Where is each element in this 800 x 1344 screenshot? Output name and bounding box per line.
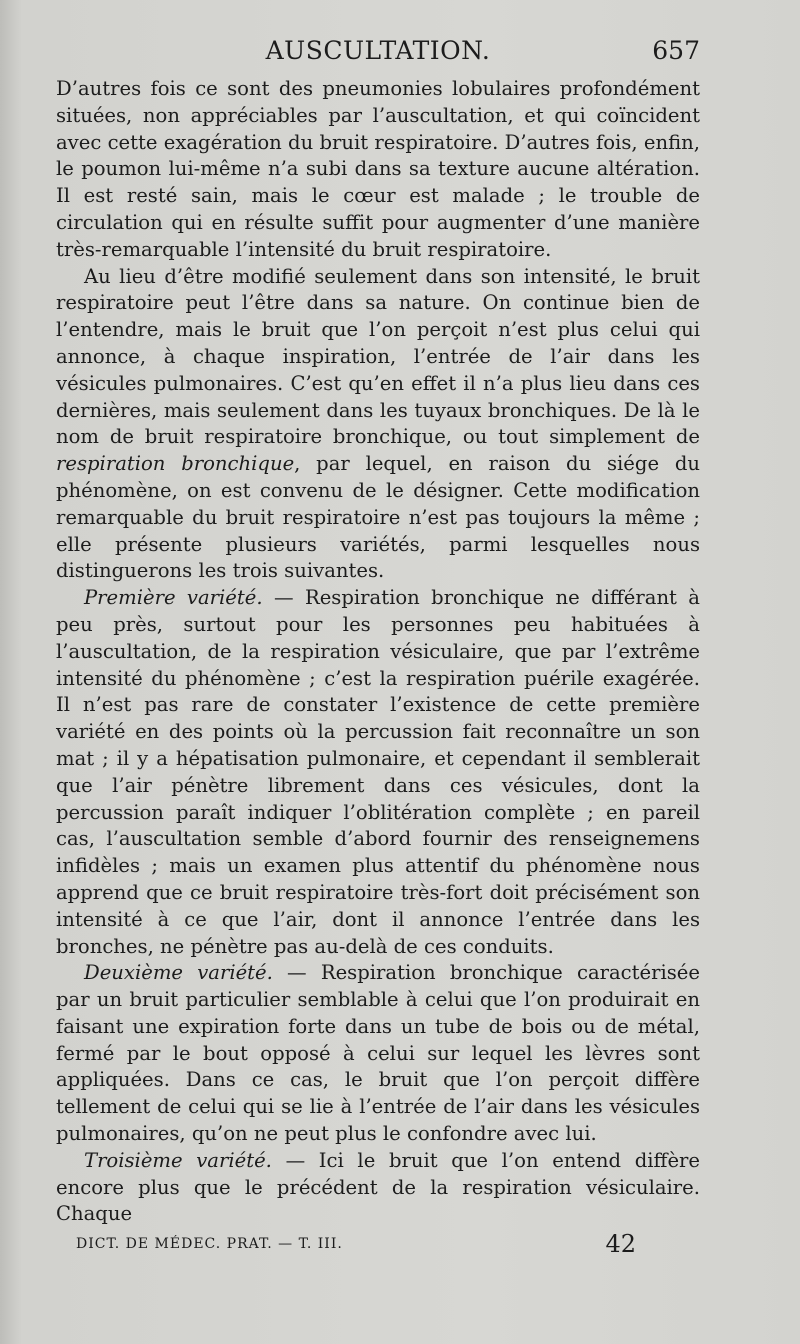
heading-deuxieme-variete: Deuxième variété.	[84, 961, 273, 985]
heading-premiere-variete: Première variété.	[84, 586, 263, 610]
page-header	[56, 30, 700, 70]
paragraph-4	[56, 960, 700, 1148]
paragraph-3-text: — Respiration bronchique ne différant à peu près, surtout pour les personnes peu habituées à l’auscultation, de la respiration vésiculaire, que par l’extrême intensité du phénomène ; c’est la respiration puérile exagérée. Il n’est pas rare de constater l’existence de cette première variété en des points où la percussion fait reconnaître un son mat ; il y a hépatisation pulmonaire, et cependant il semblerait que l’air pénètre librement dans ces vésicules, dont la percussion paraît indiquer l’oblitération complète ; en pareil cas, l’auscultation semble d’abord fournir des renseignemens infidèles ; mais un examen plus attentif du phénomène nous apprend que ce bruit respiratoire très-fort doit précisément son intensité à ce que l’air, dont il annonce l’entrée dans les bronches, ne pénètre pas au-delà de ces conduits.	[56, 586, 700, 958]
page-number: 657	[652, 36, 700, 65]
paragraph-1-text: D’autres fois ce sont des pneumonies lobulaires profondément situées, non appréciables par l’auscultation, et qui coïncident avec cette exagération du bruit respiratoire. D’autres fois, enfin, le poumon lui-même n’a subi dans sa texture aucune altération. Il est resté sain, mais le cœur est malade ; le trouble de circulation qui en résulte suffit pour augmenter d’une manière très-remarquable l’intensité du bruit respiratoire.	[56, 77, 700, 261]
paragraph-2-text-b: , par lequel, en raison du siége du phénomène, on est convenu de le désigner. Cette modification remarquable du bruit respiratoire n’est pas toujours la même ; elle présente plusieurs variétés, parmi lesquelles nous distinguerons les trois suivantes.	[56, 452, 700, 583]
paragraph-5-text: — Ici le bruit que l’on entend diffère encore plus que le précédent de la respiration vésiculaire. Chaque	[56, 1148, 701, 1226]
paragraph-4-text: — Respiration bronchique caractérisée par un bruit particulier semblable à celui que l’on produirait en faisant une expiration forte dans un tube de bois ou de métal, fermé par le bout opposé à celui sur lequel les lèvres sont appliquées. Dans ce cas, le bruit que l’on perçoit diffère tellement de celui qui se lie à l’entrée de l’air dans les vésicules pulmonaires, qu’on ne peut plus le confondre avec lui.	[56, 961, 700, 1146]
paragraph-3	[56, 585, 700, 960]
paragraph-1	[56, 76, 700, 264]
term-respiration-bronchique: respiration bronchique	[56, 452, 295, 476]
paragraph-5	[56, 1148, 700, 1228]
heading-troisieme-variete: Troisième variété.	[84, 1148, 272, 1172]
paragraph-2	[56, 264, 700, 586]
running-head: AUSCULTATION.	[265, 36, 491, 65]
paragraph-2-text-a: Au lieu d’être modifié seulement dans son intensité, le bruit respiratoire peut l’être dans sa nature. On continue bien de l’entendre, mais le bruit que l’on perçoit n’est plus celui qui annonce, à chaque inspiration, l’entrée de l’air dans les vésicules pulmonaires. C’est qu’en effet il n’a plus lieu dans ces dernières, mais seulement dans les tuyaux bronchiques. De là le nom de bruit respiratoire bronchique, ou tout simplement de	[56, 264, 700, 449]
signature-mark: 42	[605, 1230, 636, 1258]
body-text	[56, 76, 700, 1228]
page-footer	[76, 1230, 636, 1260]
printer-signature: DICT. DE MÉDEC. PRAT. — T. III.	[76, 1236, 343, 1252]
